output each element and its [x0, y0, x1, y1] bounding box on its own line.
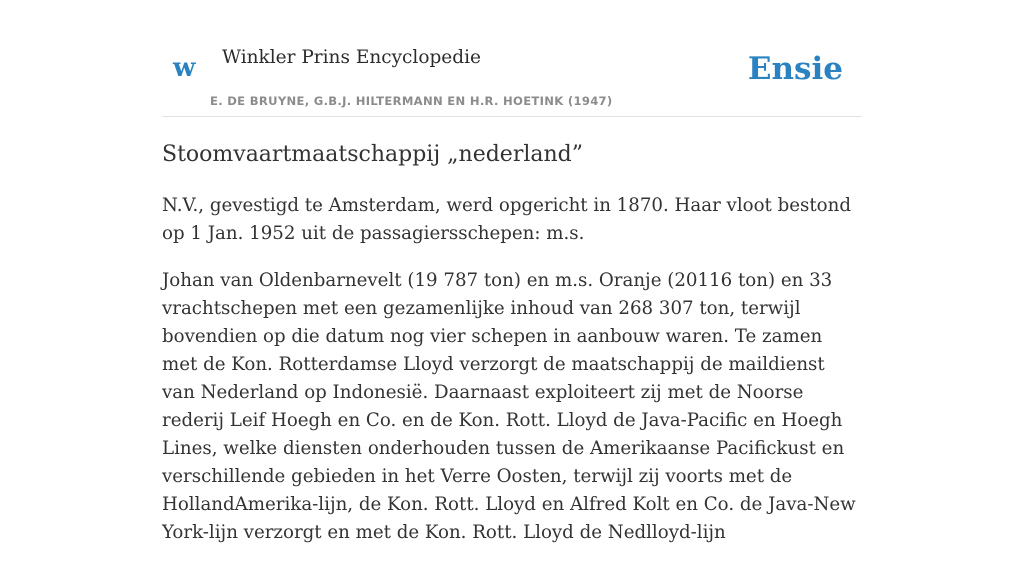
ensie-logo-link[interactable]: Ensie	[747, 51, 843, 87]
encyclopedia-title-link[interactable]: Winkler Prins Encyclopedie	[222, 47, 481, 68]
article-body	[162, 192, 862, 566]
authors-line: E. DE BRUYNE, G.B.J. HILTERMANN EN H.R. HOETINK (1947)	[210, 94, 613, 108]
encyclopedia-logo-icon[interactable]: w	[173, 53, 196, 83]
page	[162, 0, 862, 543]
site-header	[162, 0, 862, 117]
article-paragraph: Johan van Oldenbarnevelt (19 787 ton) en m.s. Oranje (20116 ton) en 33 vrachtschepen met een gezamenlijke inhoud van 268 307 ton, terwijl bovendien op die datum nog vier schepen in aanbouw waren. Te zamen met de Kon. Rotterdamse Lloyd verzorgt de maatschappij de maildienst van Nederland op Indonesië. Daarnaast exploiteert zij met de Noorse rederij Leif Hoegh en Co. en de Kon. Rott. Lloyd de Java-Pacific en Hoegh Lines, welke diensten onderhouden tussen de Amerikaanse Pacifickust en verschillende gebieden in het Verre Oosten, terwijl zij voorts met de HollandAmerika-lijn, de Kon. Rott. Lloyd en Alfred Kolt en Co. de Java-New York-lijn verzorgt en met de Kon. Rott. Lloyd de Nedlloyd-lijn	[162, 270, 856, 543]
article-paragraph: N.V., gevestigd te Amsterdam, werd opgericht in 1870. Haar vloot bestond op 1 Jan. 1952 uit de passagiersschepen: m.s.	[162, 195, 851, 244]
article-title: Stoomvaartmaatschappij „nederland”	[162, 142, 583, 167]
